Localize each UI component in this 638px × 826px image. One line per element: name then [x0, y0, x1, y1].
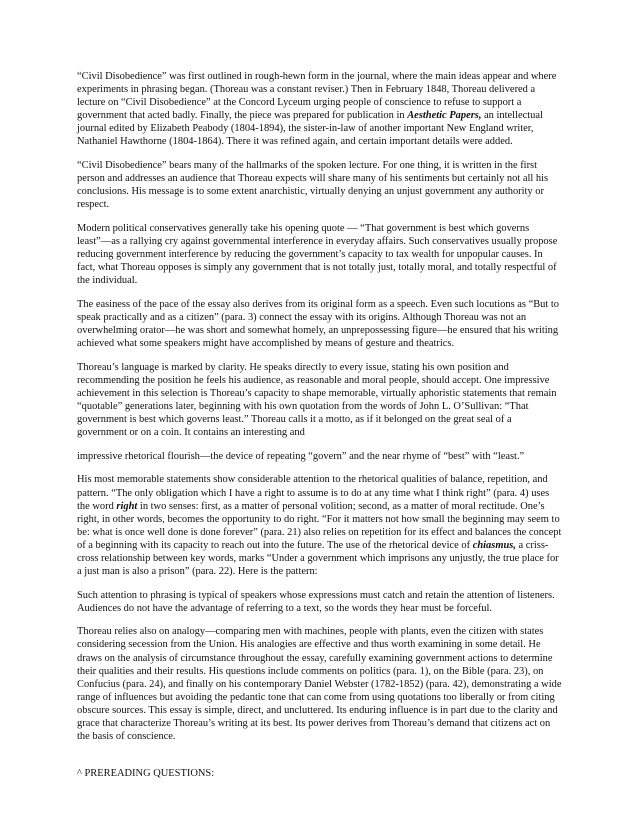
text-segment: Modern political conservatives generally take his opening quote — “That government is best which governs least”—as a rallying cry against governmental interference in everyday affairs. Such conservatives usually propose reducing government interference by reducing the government’s capacity to tax wealth for unpopular causes. In fact, what Thoreau opposes is simply any government that is not totally just, totally moral, and totally respectful of the individual. [77, 222, 558, 287]
emphasized-term: chiasmus, [472, 539, 516, 551]
document-body [77, 70, 563, 743]
paragraph [77, 450, 563, 463]
text-segment: an intellectual journal edited by Elizabeth Peabody (1804-1894), the sister-in-law of another important New England writer, Nathaniel Hawthorne (1804-1864). There it was refined again, and certain important details were added. [77, 110, 543, 148]
text-segment: “Civil Disobedience” was first outlined in rough-hewn form in the journal, where the main ideas appear and where experiments in phrasing began. (Thoreau was a constant reviser.) Then in February 1848, Thoreau delivered a lecture on “Civil Disobedience” at the Concord Lyceum urging people of conscience to refuse to support a government that acted badly. Finally, the piece was prepared for publication in [77, 71, 557, 122]
paragraph [77, 298, 563, 350]
text-segment [473, 540, 516, 551]
paragraph [77, 473, 563, 578]
paragraph [77, 589, 563, 615]
text-segment: His most memorable statements show considerable attention to the rhetorical qualities of balance, repetition, and pattern. “The only obligation which I have a right to assume is to do at any time what I think right” (para. 4) uses the word [77, 474, 550, 512]
paragraph [77, 222, 563, 287]
section-heading: ^ PREREADING QUESTIONS: [77, 768, 215, 780]
text-segment [407, 110, 481, 121]
text-segment: Such attention to phrasing is typical of speakers whose expressions must catch and retain the attention of listeners. Audiences do not have the advantage of referring to a text, so the words they hear must be forceful. [77, 589, 555, 614]
paragraph [77, 625, 563, 743]
text-segment: Thoreau relies also on analogy—comparing men with machines, people with plants, even the citizen with states considering secession from the Union. His analogies are effective and thus worth examining in some detail. He draws on the analysis of circumstance throughout the essay, carefully examining government actions to determine their qualities and their results. His questions include comments on politics (para. 1), on the Bible (para. 23), on Confucius (para. 24), and finally on his contemporary Daniel Webster (1782-1852) (para. 42), demonstrating a wide range of influences but avoiding the pedantic tone that can come from using quotations too liberally or from citing obscure sources. This essay is simple, direct, and uncluttered. Its enduring influence is in part due to the clarity and grace that characterize Thoreau’s writing at its best. Its power derives from Thoreau’s demand that citizens act on the basis of conscience. [77, 626, 562, 743]
paragraph [77, 159, 563, 211]
text-segment: impressive rhetorical flourish—the device of repeating “govern” and the near rhyme of “best” with “least.” [77, 450, 525, 462]
text-segment: a criss-cross relationship between key words, marks “Under a government which imprisons any unjustly, the true place for a just man is also a prison” (para. 22). Here is the pattern: [77, 539, 559, 578]
emphasized-term: right [116, 500, 138, 512]
text-segment: in two senses: first, as a matter of personal volition; second, as a matter of moral rectitude. One’s right, in other words, becomes the opportunity to do right. “For it matters not how small the beginning may seem to be: what is once well done is done forever” (para. 21) also relies on repetition for its effect and balances the concept of a beginning with its capacity to reach out into the future. The use of the rhetorical device of [77, 500, 562, 551]
text-segment: The easiness of the pace of the essay also derives from its original form as a speech. Even such locutions as “But to speak practically and as a citizen” (para. 3) connect the essay with its origins. Although Thoreau was not an overwhelming orator—he was short and somewhat homely, an unprepossessing figure—he ensured that his writing achieved what some speakers might have accomplished by means of gesture and theatrics. [77, 298, 560, 350]
paragraph [77, 70, 563, 149]
emphasized-term: Aesthetic Papers, [407, 110, 482, 122]
document-page [77, 70, 563, 791]
paragraph [77, 361, 563, 440]
text-segment [116, 501, 137, 512]
text-segment: Thoreau’s language is marked by clarity. He speaks directly to every issue, stating his own position and recommending the position he feels his audience, as reasonable and moral people, should accept. One impressive achievement in this selection is Thoreau’s capacity to shape memorable, virtually aphoristic statements that remain “quotable” generations later, beginning with his own quotation from the words of John L. O’Sullivan: “That government is best which governs least.” Thoreau calls it a motto, as if it belonged on the great seal of a government or on a coin. It contains an interesting and [77, 361, 557, 439]
text-segment: “Civil Disobedience” bears many of the hallmarks of the spoken lecture. For one thing, it is written in the first person and addresses an audience that Thoreau expects will share many of his sentiments but certainly not all his conclusions. His message is to some extent anarchistic, virtually denying an unjust government any authority or respect. [77, 160, 549, 211]
